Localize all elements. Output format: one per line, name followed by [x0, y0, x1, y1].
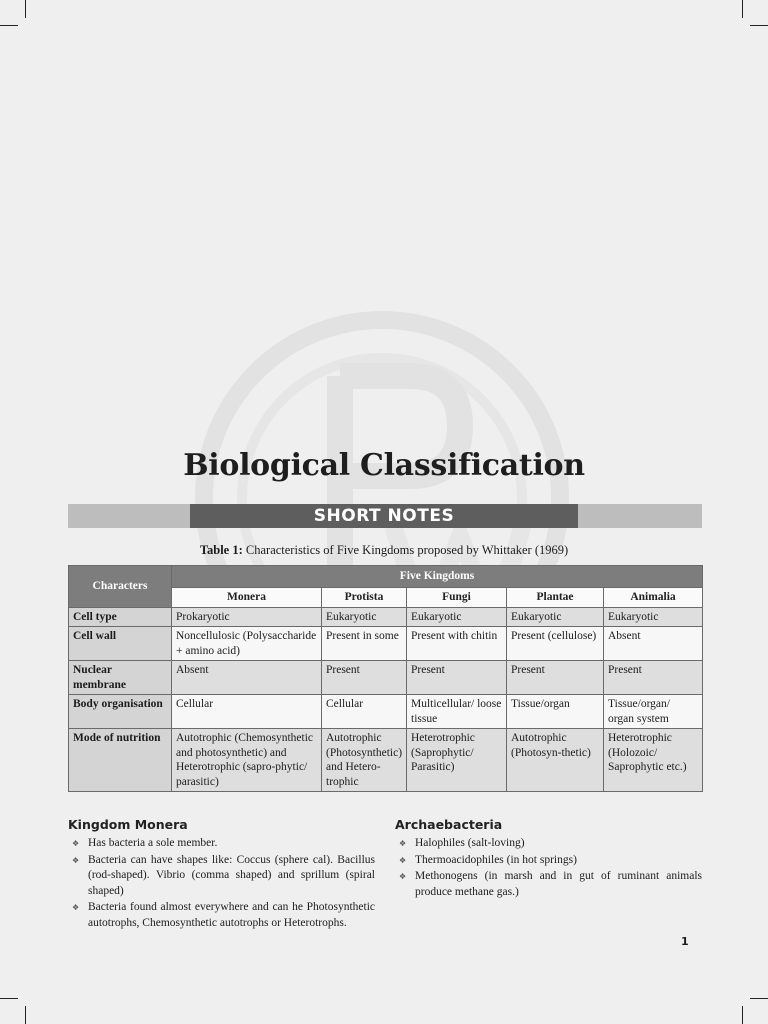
table-cell: Present [507, 661, 604, 695]
table-cell: Present [604, 661, 703, 695]
table-cell: Tissue/organ [507, 695, 604, 729]
table-row [69, 661, 703, 695]
list-item: ❖ Has bacteria a sole member. [68, 836, 375, 852]
crop-mark [750, 25, 768, 26]
list-item: ❖ Bacteria found almost everywhere and can he Photosynthetic autotrophs, Chemosynthetic autotrophs or Heterotrophs. [68, 900, 375, 931]
table-cell: Eukaryotic [604, 607, 703, 627]
list-item: ❖ Bacteria can have shapes like: Coccus (sphere cal). Bacillus (rod-shaped). Vibrio (comma shaped) and sprillum (spiral shaped) [68, 853, 375, 900]
table-cell: Heterotrophic (Saprophytic/ Parasitic) [407, 729, 507, 792]
table-caption-text: Characteristics of Five Kingdoms proposed by Whittaker (1969) [245, 543, 569, 557]
table-cell: Autotrophic (Chemosynthetic and photosynthetic) and Heterotrophic (sapro-phytic/ parasitic) [172, 729, 322, 792]
row-label: Body organisation [69, 695, 172, 729]
list-item: ❖ Halophiles (salt-loving) [395, 836, 702, 852]
table-cell: Absent [604, 627, 703, 661]
table-cell: Present [322, 661, 407, 695]
row-label: Cell type [69, 607, 172, 627]
table-cell: Eukaryotic [322, 607, 407, 627]
page-number: 1 [681, 935, 689, 948]
table-header-row [69, 566, 703, 588]
table-cell: Cellular [322, 695, 407, 729]
table-cell: Multicellular/ loose tissue [407, 695, 507, 729]
table-row [69, 729, 703, 792]
table-cell: Autotrophic (Photosyn-thetic) [507, 729, 604, 792]
table-cell: Autotrophic (Photosynthetic) and Hetero-trophic [322, 729, 407, 792]
kingdoms-table [68, 565, 703, 792]
table-caption [0, 543, 768, 558]
archaebacteria-list [395, 836, 702, 901]
crop-mark [25, 1006, 26, 1024]
table-row [69, 607, 703, 627]
table-cell: Heterotrophic (Holozoic/ Saprophytic etc.) [604, 729, 703, 792]
crop-mark [742, 0, 743, 18]
table-cell: Tissue/organ/ organ system [604, 695, 703, 729]
table-cell: Noncellulosic (Polysaccharide + amino acid) [172, 627, 322, 661]
table-cell: Present with chitin [407, 627, 507, 661]
crop-mark [742, 1006, 743, 1024]
five-kingdoms-header: Five Kingdoms [172, 566, 703, 588]
row-label: Mode of nutrition [69, 729, 172, 792]
short-notes-banner [68, 504, 702, 528]
table-caption-label: Table 1: [199, 543, 243, 557]
table-cell: Prokaryotic [172, 607, 322, 627]
archaebacteria-heading: Archaebacteria [395, 817, 503, 832]
monera-list [68, 836, 375, 932]
kingdom-header: Fungi [407, 588, 507, 608]
row-label: Nuclear membrane [69, 661, 172, 695]
table-cell: Absent [172, 661, 322, 695]
table-row [69, 695, 703, 729]
table-cell: Present [407, 661, 507, 695]
table-cell: Present in some [322, 627, 407, 661]
kingdom-header: Animalia [604, 588, 703, 608]
row-label: Cell wall [69, 627, 172, 661]
page-title: Biological Classification [183, 448, 585, 483]
banner-label: SHORT NOTES [190, 504, 578, 528]
characters-header: Characters [69, 566, 172, 608]
list-item: ❖ Methonogens (in marsh and in gut of ruminant animals produce methane gas.) [395, 869, 702, 900]
list-item: ❖ Thermoacidophiles (in hot springs) [395, 853, 702, 869]
kingdom-header: Plantae [507, 588, 604, 608]
kingdom-header: Monera [172, 588, 322, 608]
crop-mark [0, 25, 18, 26]
table-cell: Present (cellulose) [507, 627, 604, 661]
monera-heading: Kingdom Monera [68, 817, 188, 832]
crop-mark [0, 998, 18, 999]
crop-mark [750, 998, 768, 999]
crop-mark [25, 0, 26, 18]
table-row [69, 627, 703, 661]
kingdom-header: Protista [322, 588, 407, 608]
table-cell: Eukaryotic [407, 607, 507, 627]
table-cell: Eukaryotic [507, 607, 604, 627]
table-cell: Cellular [172, 695, 322, 729]
